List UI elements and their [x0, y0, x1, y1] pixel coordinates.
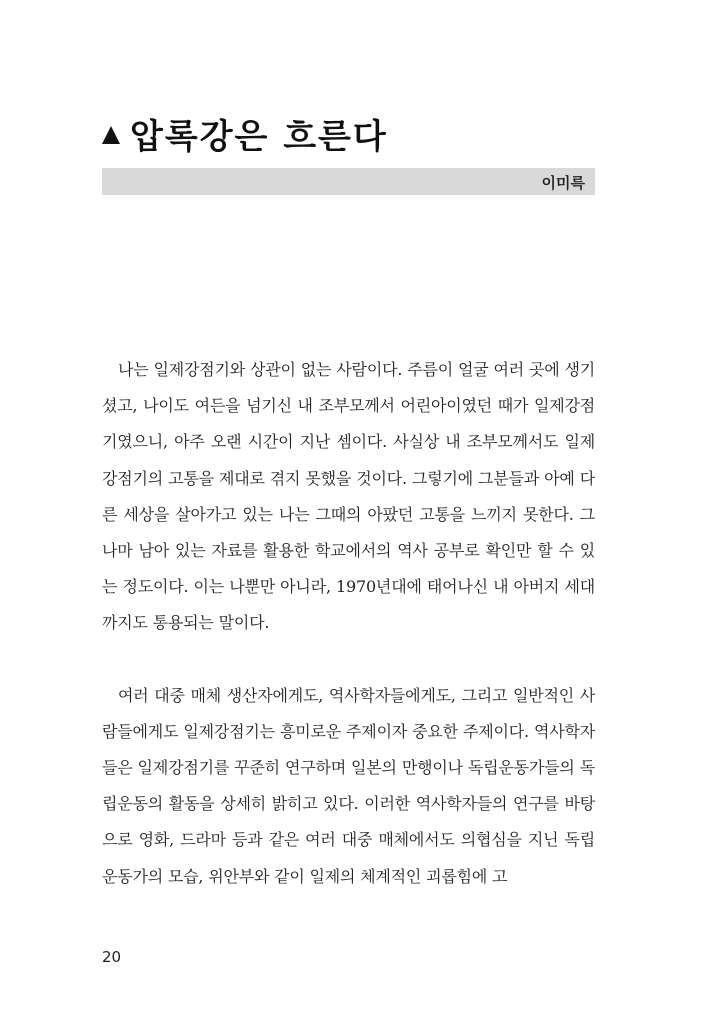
body-text — [102, 352, 595, 895]
author-name: 이미륵 — [541, 174, 585, 192]
author-bar — [102, 168, 595, 195]
paragraph-2: 여러 대중 매체 생산자에게도, 역사학자들에게도, 그리고 일반적인 사람들에게도 일제강점기는 흥미로운 주제이자 중요한 주제이다. 역사학자들은 일제강점기를 꾸준히 연구하며 일본의 만행이나 독립운동가들의 독립운동의 활동을 상세히 밝히고 있다. 이러한 역사학자들의 연구를 바탕으로 영화, 드라마 등과 같은 여러 대중 매체에서도 의협심을 지닌 독립운동가의 모습, 위안부와 같이 일제의 체계적인 괴롭힘에 고 — [102, 685, 595, 886]
paragraph-1: 나는 일제강점기와 상관이 없는 사람이다. 주름이 얼굴 여러 곳에 생기셨고, 나이도 여든을 넘기신 내 조부모께서 어린아이였던 때가 일제강점기였으니, 아주 오랜 시간이 지난 셈이다. 사실상 내 조부모께서도 일제강점기의 고통을 제대로 겪지 못했을 것이다. 그렇기에 그분들과 아예 다른 세상을 살아가고 있는 나는 그때의 아팠던 고통을 느끼지 못한다. 그나마 남아 있는 자료를 활용한 학교에서의 역사 공부로 확인만 할 수 있는 정도이다. 이는 나뿐만 아니라, 1970년대에 태어나신 내 아버지 세대까지도 통용되는 말이다. — [102, 360, 595, 633]
chapter-title-row — [102, 108, 388, 158]
page-number: 20 — [102, 948, 122, 966]
black-triangle-icon — [102, 126, 120, 144]
chapter-title: 압록강은 흐른다 — [130, 116, 388, 157]
